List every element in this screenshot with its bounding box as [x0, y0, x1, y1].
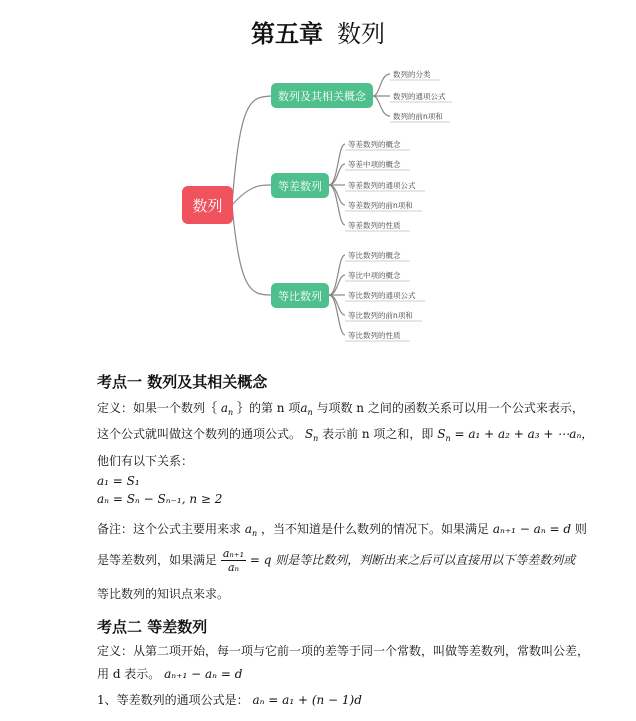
mindmap-branch-arithmetic — [271, 173, 329, 198]
mindmap-item: 等比数列的通项公式 — [348, 291, 416, 300]
mindmap-item: 等差数列的前n项和 — [348, 201, 413, 210]
arith-general-term: 1、等差数列的通项公式是： aₙ = a₁ + (n − 1)d — [97, 693, 362, 707]
mindmap-item: 等比数列的性质 — [348, 331, 401, 340]
mindmap-item: 等比中项的概念 — [348, 271, 401, 280]
section-heading-arithmetic: 考点二 等差数列 — [97, 618, 208, 636]
definition-line-1: 定义：如果一个数列｛ $a_n$ ｝的第 n 项$a_n$ 与项数 n 之间的函数关系可以用一个公式来表示， — [97, 401, 584, 417]
mindmap-item: 等差数列的性质 — [348, 221, 401, 230]
mindmap-item: 等比数列的前n项和 — [348, 311, 413, 320]
chapter-number: 第五章 — [251, 20, 323, 48]
mind-map — [0, 60, 636, 350]
definition-line-2: 这个公式就叫做这个数列的通项公式。 $S_n$ 表示前 n 项之和，即 $S_n = a_1 + a_2 + a_3$ + ⋯aₙ， — [97, 427, 594, 443]
svg-text:数列: 数列 — [192, 197, 223, 215]
mindmap-branch-geometric — [271, 283, 329, 308]
mindmap-root — [182, 186, 233, 224]
chapter-title — [0, 14, 636, 49]
svg-text:等比数列: 等比数列 — [278, 290, 322, 303]
section-heading-concepts: 考点一 数列及其相关概念 — [97, 373, 268, 391]
mindmap-item: 数列的前n项和 — [393, 112, 443, 121]
mindmap-item: 等差数列的概念 — [348, 140, 401, 149]
relation-1: a₁ = S₁ — [97, 474, 140, 488]
note-line-3: 等比数列的知识点来求。 — [97, 587, 230, 601]
note-line-1: 备注：这个公式主要用来求 $a_n$ ，当不知道是什么数列的情况下。如果满足 aₙ₊₁ − aₙ = d 则 — [97, 522, 587, 538]
mindmap-item: 等差中项的概念 — [348, 160, 401, 169]
mindmap-item: 数列的通项公式 — [393, 92, 446, 101]
chapter-subject: 数列 — [337, 20, 385, 48]
mindmap-item: 等比数列的概念 — [348, 251, 401, 260]
relation-2: aₙ = Sₙ − Sₙ₋₁, n ≥ 2 — [97, 492, 223, 506]
mindmap-item: 数列的分类 — [393, 70, 431, 79]
svg-text:等差数列: 等差数列 — [278, 180, 322, 193]
term-an: $a_n$ — [220, 401, 234, 417]
mindmap-item: 等差数列的通项公式 — [348, 181, 416, 190]
arith-def-line-1: 定义：从第二项开始，每一项与它前一项的差等于同一个常数，叫做等差数列，常数叫公差， — [97, 644, 590, 658]
mindmap-items — [348, 69, 446, 340]
ratio-fraction: $\frac{\text{aₙ₊₁}}{\text{aₙ}}$ — [222, 547, 245, 574]
definition-line-3: 他们有以下关系： — [97, 454, 194, 468]
mindmap-branch-concepts — [271, 83, 373, 108]
note-line-2: 是等差数列，如果满足 $\frac{\text{aₙ₊₁}}{\text{aₙ}}$ = q 则是等比数列，判断出来之后可以直接用以下等差数列或 — [97, 547, 576, 574]
svg-text:数列及其相关概念: 数列及其相关概念 — [278, 90, 366, 103]
arith-def-line-2: 用 d 表示。 aₙ₊₁ − aₙ = d — [97, 667, 243, 681]
